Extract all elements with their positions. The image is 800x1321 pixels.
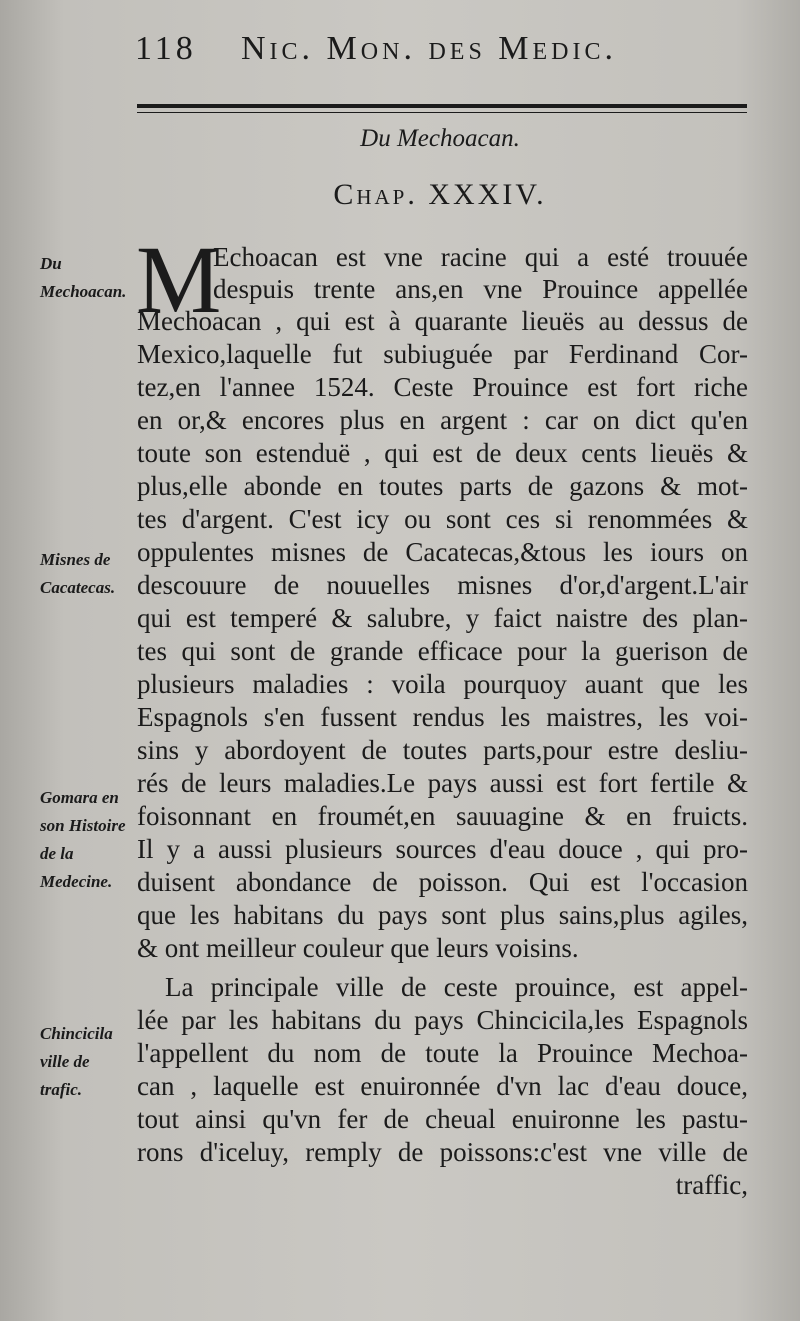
running-head — [135, 30, 755, 80]
text-line: & ont meilleur couleur que leurs voisins. — [137, 933, 579, 963]
text-line: Mechoacan , qui est à quarante lieuës au dessus de — [137, 306, 748, 336]
text-line: can , laquelle est enuironnée d'vn lac d'eau douce, — [137, 1071, 748, 1101]
page-number: 118 — [135, 30, 197, 67]
text-line: Mexico,laquelle fut subiuguée par Ferdinand Cor- — [137, 339, 748, 369]
text-line: Il y a aussi plusieurs sources d'eau douce , qui pro- — [137, 834, 748, 864]
text-line: rés de leurs maladies.Le pays aussi est fort fertile & — [137, 768, 748, 798]
text-line: Espagnols s'en fussent rendus les maistres, les voi- — [137, 702, 748, 732]
text-line: plus,elle abonde en toutes parts de gazons & mot- — [137, 471, 748, 501]
header-rule-thin — [137, 112, 747, 113]
margin-note-misnes: Misnes de Cacatecas. — [40, 550, 116, 597]
catchword: traffic, — [675, 1170, 748, 1200]
chapter-heading: Chap. XXXIV. — [333, 178, 547, 211]
text-line: sins y abordoyent de toutes parts,pour estre desliu- — [137, 735, 748, 765]
text-line: l'appellent du nom de toute la Prouince Mechoa- — [137, 1038, 748, 1068]
margin-note-chincicila: Chincicila ville de trafic. — [40, 1024, 113, 1099]
margin-note-mechoacan: Du Mechoacan. — [40, 254, 127, 301]
text-line: plusieurs maladies : voila pourquoy auant que les — [137, 669, 748, 699]
text-line: tez,en l'annee 1524. Ceste Prouince est fort riche — [137, 372, 748, 402]
text-line: tes qui sont de grande efficace pour la guerison de — [137, 636, 748, 666]
text-line: oppulentes misnes de Cacatecas,&tous les iours on — [137, 537, 748, 567]
text-line: despuis trente ans,en vne Prouince appellée — [213, 274, 748, 304]
text-line: tout ainsi qu'vn fer de cheual enuironne les pastu- — [137, 1104, 748, 1134]
text-line: foisonnant en froumét,en sauuagine & en fruicts. — [137, 801, 748, 831]
text-line: que les habitans du pays sont plus sains,plus agiles, — [137, 900, 748, 930]
text-line: Echoacan est vne racine qui a esté trouuée — [213, 242, 748, 272]
text-line: tes d'argent. C'est icy ou sont ces si renommées & — [137, 504, 748, 534]
text-line: duisent abondance de poisson. Qui est l'occasion — [137, 867, 748, 897]
text-line: qui est temperé & salubre, y faict naistre des plan- — [137, 603, 748, 633]
text-line: en or,& encores plus en argent : car on dict qu'en — [137, 405, 748, 435]
text-line: toute son estenduë , qui est de deux cents lieuës & — [137, 438, 748, 468]
margin-note-gomara: Gomara en son Histoire de la Medecine. — [40, 788, 126, 891]
text-line: rons d'iceluy, remply de poissons:c'est vne ville de — [137, 1137, 748, 1167]
header-rule — [137, 104, 747, 108]
section-title: Du Mechoacan. — [360, 125, 520, 152]
running-title: Nic. Mon. des Medic. — [241, 30, 618, 67]
text-line: La principale ville de ceste prouince, est appel- — [165, 972, 748, 1002]
text-line: descouure de nouuelles misnes d'or,d'argent.L'air — [137, 570, 748, 600]
text-line: lée par les habitans du pays Chincicila,les Espagnols — [137, 1005, 748, 1035]
drop-cap: M — [136, 226, 222, 333]
